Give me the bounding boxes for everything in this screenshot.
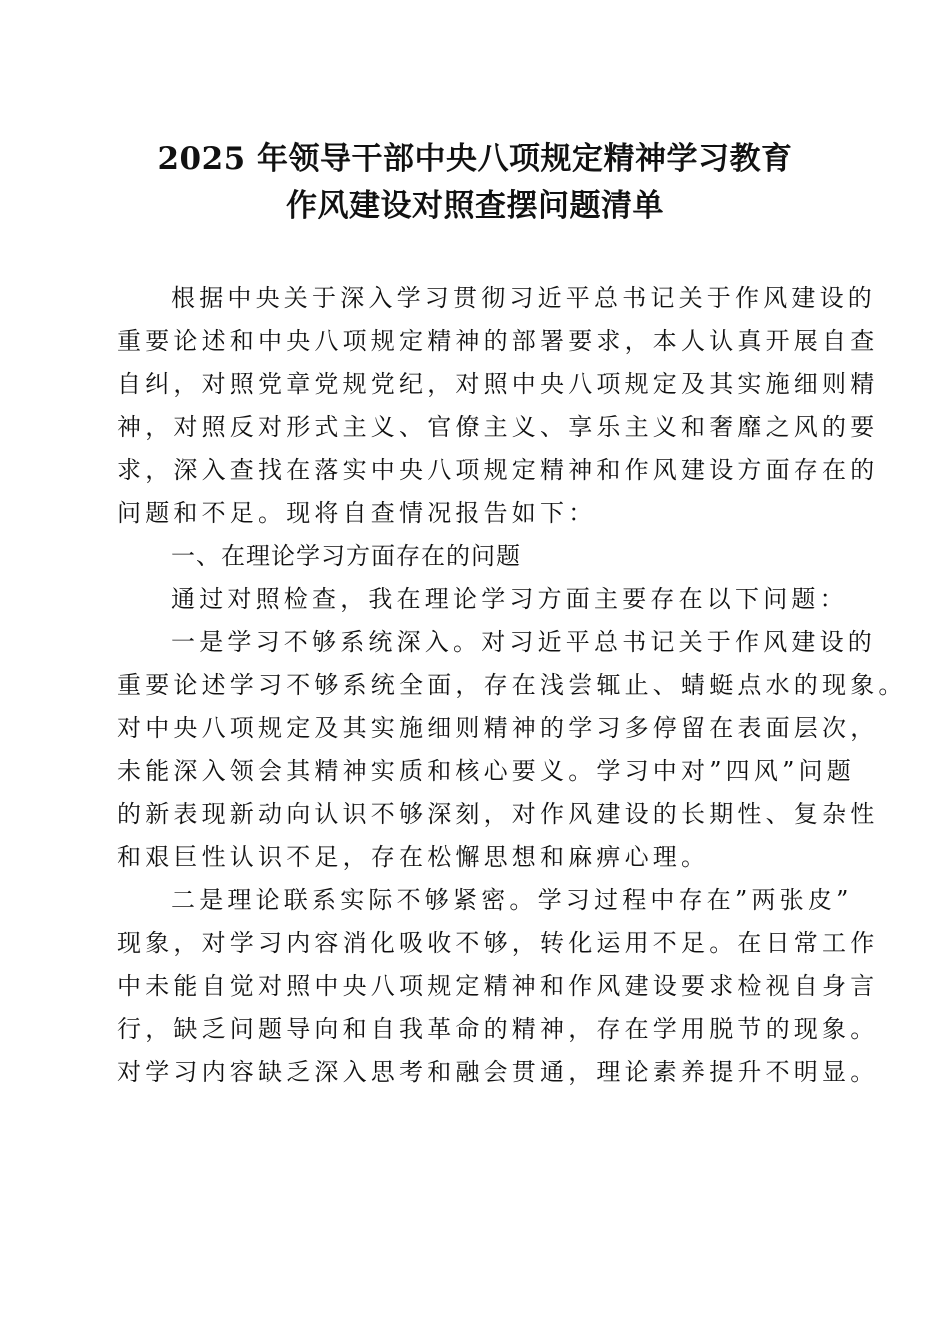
paragraph-line: 未能深入领会其精神实质和核心要义。学习中对”四风”问题	[117, 757, 855, 785]
paragraph-line: 问题和不足。现将自查情况报告如下：	[117, 499, 597, 527]
paragraph-line: 对学习内容缺乏深入思考和融会贯通，理论素养提升不明显。	[117, 1058, 879, 1086]
paragraph-line: 一是学习不够系统深入。对习近平总书记关于作风建设的	[171, 628, 876, 656]
paragraph-line: 求，深入查找在落实中央八项规定精神和作风建设方面存在的	[117, 456, 879, 484]
paragraph-line: 神，对照反对形式主义、官僚主义、享乐主义和奢靡之风的要	[117, 413, 879, 441]
paragraph-line: 对中央八项规定及其实施细则精神的学习多停留在表面层次，	[117, 714, 879, 742]
document-title-line2: 作风建设对照查摆问题清单	[286, 188, 664, 224]
paragraph-line: 的新表现新动向认识不够深刻，对作风建设的长期性、复杂性	[117, 800, 879, 828]
section-heading: 一、在理论学习方面存在的问题	[171, 542, 521, 570]
paragraph-line: 通过对照检查，我在理论学习方面主要存在以下问题：	[171, 585, 848, 613]
paragraph-line: 自纠，对照党章党规党纪，对照中央八项规定及其实施细则精	[117, 370, 879, 398]
paragraph-line: 根据中央关于深入学习贯彻习近平总书记关于作风建设的	[171, 284, 876, 312]
document-title-line1: 2025 年领导干部中央八项规定精神学习教育	[157, 141, 793, 177]
paragraph-line: 二是理论联系实际不够紧密。学习过程中存在”两张皮”	[171, 886, 853, 914]
paragraph-line: 行，缺乏问题导向和自我革命的精神，存在学用脱节的现象。	[117, 1015, 879, 1043]
paragraph-line: 现象，对学习内容消化吸收不够，转化运用不足。在日常工作	[117, 929, 879, 957]
paragraph-line: 重要论述和中央八项规定精神的部署要求，本人认真开展自查	[117, 327, 879, 355]
paragraph-line: 重要论述学习不够系统全面，存在浅尝辄止、蜻蜓点水的现象。	[117, 671, 907, 699]
paragraph-line: 中未能自觉对照中央八项规定精神和作风建设要求检视自身言	[117, 972, 879, 1000]
paragraph-line: 和艰巨性认识不足，存在松懈思想和麻痹心理。	[117, 843, 710, 871]
